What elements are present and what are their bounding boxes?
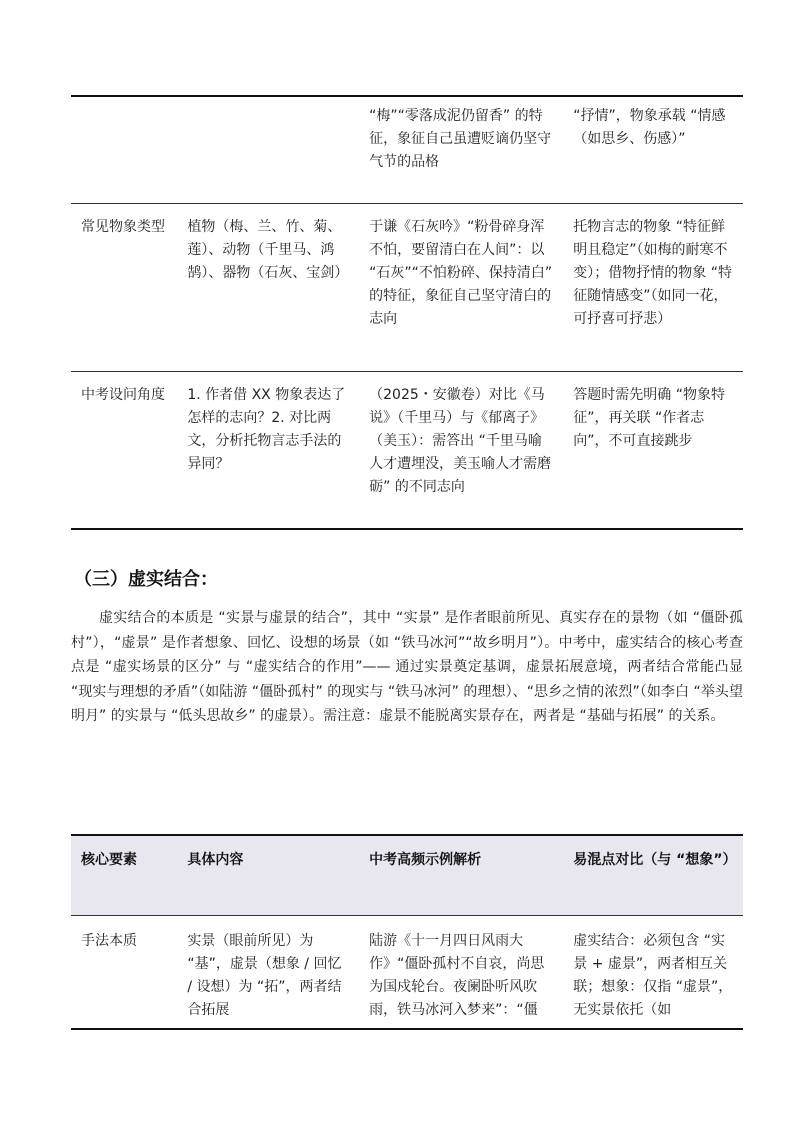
column-header: 易混点对比（与 “想象”） bbox=[563, 835, 743, 916]
table-cell: 常见物象类型 bbox=[71, 204, 177, 372]
column-header: 中考高频示例解析 bbox=[359, 835, 563, 916]
table-cell: （2025・安徽卷）对比《马说》（千里马）与《郁离子》（美玉）：需答出 “千里马喻人才遭埋没，美玉喻人才需磨砺” 的不同志向 bbox=[359, 372, 563, 530]
table-row bbox=[71, 96, 743, 204]
table-row bbox=[71, 372, 743, 530]
table-row bbox=[71, 916, 743, 1030]
column-header: 具体内容 bbox=[177, 835, 359, 916]
table-cell: “抒情”，物象承载 “情感（如思乡、伤感）” bbox=[573, 108, 726, 147]
column-header: 核心要素 bbox=[71, 835, 177, 916]
section-heading: （三）虚实结合： bbox=[74, 569, 218, 590]
table-cell: 手法本质 bbox=[81, 933, 137, 949]
table-cell: 1. 作者借 XX 物象表达了怎样的志向？2. 对比两文，分析托物言志手法的异同？ bbox=[177, 372, 359, 530]
section-paragraph: 虚实结合的本质是 “实景与虚景的结合”，其中 “实景” 是作者眼前所见、真实存在的景物（如 “僵卧孤村”），“虚景” 是作者想象、回忆、设想的场景（如 “铁马冰河”“故乡明月”）。中考中，虚实结合的核心考查点是 “虚实场景的区分” 与 “虚实结合的作用”—— 通过实景奠定基调，虚景拓展意境，两者结合常能凸显 “现实与理想的矛盾”（如陆游 “僵卧孤村” 的现实与 “铁马冰河” 的理想）、“思乡之情的浓烈”（如李白 “举头望明月” 的实景与 “低头思故乡” 的虚景）。需注意：虚景不能脱离实景存在，两者是 “基础与拓展” 的关系。 bbox=[71, 610, 743, 724]
table-cell: 虚实结合：必须包含 “实景 + 虚景”，两者相互关联；想象：仅指 “虚景”，无实景依托（如 bbox=[573, 933, 733, 1018]
table-header-row bbox=[71, 835, 743, 916]
table-object-symbolism bbox=[71, 95, 743, 530]
table-row bbox=[71, 204, 743, 372]
table-cell: 托物言志的物象 “特征鲜明且稳定”（如梅的耐寒不变）；借物抒情的物象 “特征随情感变”（如同一花，可抒喜可抒悲） bbox=[563, 204, 743, 372]
table-cell: 于谦《石灰吟》“粉骨碎身浑不怕，要留清白在人间”：以 “石灰”“不怕粉碎、保持清白” 的特征，象征自己坚守清白的志向 bbox=[359, 204, 563, 372]
table-cell: 陆游《十一月四日风雨大作》“僵卧孤村不自哀，尚思为国戍轮台。夜阑卧听风吹雨，铁马冰河入梦来”：“僵 bbox=[369, 933, 545, 1018]
table-cell: 答题时需先明确 “物象特征”，再关联 “作者志向”，不可直接跳步 bbox=[563, 372, 743, 530]
table-cell bbox=[71, 96, 177, 204]
table-cell: 植物（梅、兰、竹、菊、莲）、动物（千里马、鸿鹄）、器物（石灰、宝剑） bbox=[177, 204, 359, 372]
table-cell: 中考设问角度 bbox=[71, 372, 177, 530]
table-cell: “梅”“零落成泥仍留香” 的特征，象征自己虽遭贬谪仍坚守气节的品格 bbox=[369, 108, 552, 170]
table-virtual-real bbox=[71, 834, 743, 1030]
table-cell bbox=[177, 96, 359, 204]
table-cell: 实景（眼前所见）为 “基”，虚景（想象 / 回忆 / 设想）为 “拓”，两者结合拓展 bbox=[187, 933, 342, 1018]
